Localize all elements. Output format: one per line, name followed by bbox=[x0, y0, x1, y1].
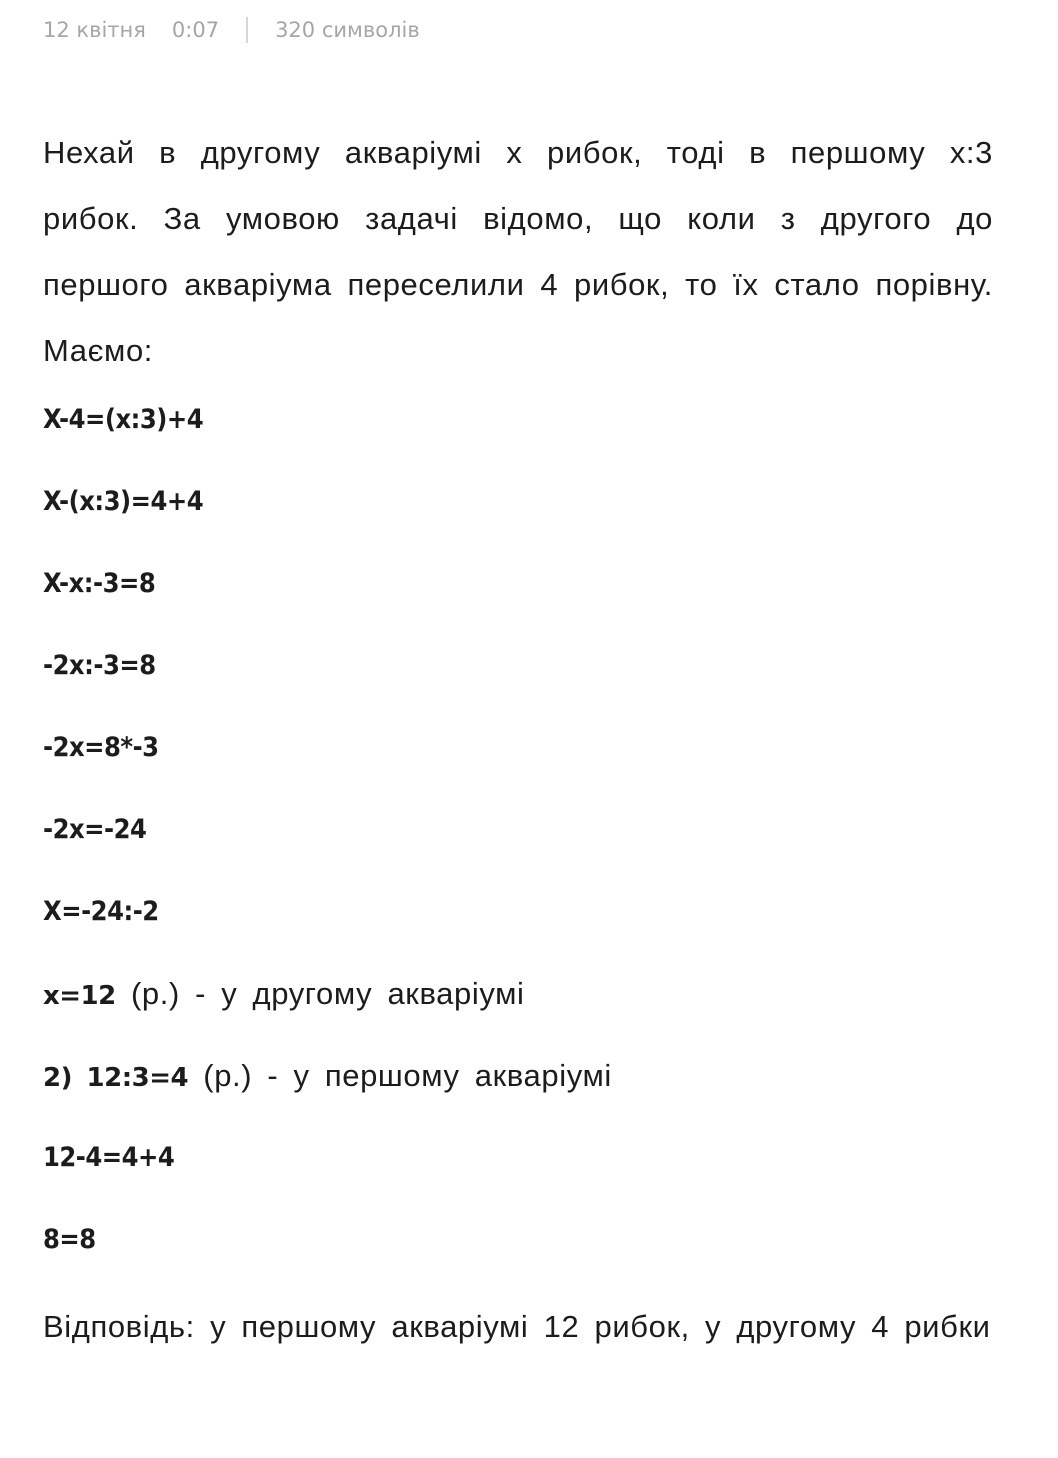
result-text: (р.) - у другому акваріумі bbox=[115, 976, 525, 1011]
note-time: 0:07 bbox=[171, 18, 220, 42]
intro-paragraph: Нехай в другому акваріумі x рибок, тоді в першому x:3 рибок. За умовою задачі відомо, що коли з другого до першого акваріума переселили 4 рибок, то їх стало порівну. Маємо: bbox=[43, 135, 993, 368]
check-line: 8=8 bbox=[43, 1224, 96, 1255]
step2-text: (р.) - у першому акваріумі bbox=[188, 1058, 612, 1093]
note-date: 12 квітня bbox=[43, 18, 146, 42]
equation-line: -2x=-24 bbox=[43, 814, 147, 845]
meta-divider bbox=[246, 17, 248, 43]
answer-paragraph: Відповідь: у першому акваріумі 12 рибок, у другому 4 рибки bbox=[43, 1309, 991, 1344]
equation-line: -2x=8*-3 bbox=[43, 732, 159, 763]
equation-line: X-(x:3)=4+4 bbox=[43, 486, 204, 517]
result-line bbox=[43, 976, 993, 1058]
result-math: x=12 bbox=[43, 981, 116, 1011]
step2-math: 2) 12:3=4 bbox=[43, 1063, 189, 1093]
character-count: 320 символів bbox=[275, 18, 420, 42]
equation-line: X-x:-3=8 bbox=[43, 568, 156, 599]
step2-line bbox=[43, 1058, 993, 1140]
equation-line: -2x:-3=8 bbox=[43, 650, 156, 681]
equation-line: X=-24:-2 bbox=[43, 896, 159, 927]
note-content[interactable] bbox=[43, 120, 993, 1360]
note-meta-bar bbox=[43, 14, 420, 46]
equation-line: X-4=(x:3)+4 bbox=[43, 404, 204, 435]
check-line: 12-4=4+4 bbox=[43, 1142, 175, 1173]
